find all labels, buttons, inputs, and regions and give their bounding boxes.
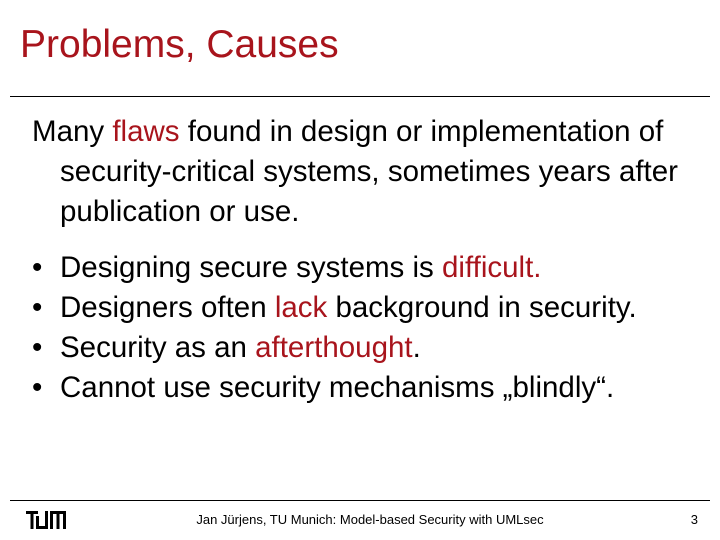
- bullet-text: Cannot use security mechanisms „blindly“.: [60, 371, 615, 404]
- bullet-highlight: difficult.: [442, 251, 542, 284]
- bullet-highlight: afterthought: [255, 331, 413, 364]
- bullet-list: [32, 248, 712, 408]
- bullet-text-end: .: [412, 331, 421, 364]
- bullet-item: [32, 248, 712, 288]
- bullet-text-end: background in security.: [327, 291, 637, 324]
- intro-paragraph: [32, 112, 712, 232]
- page-number: 3: [690, 512, 698, 527]
- title-divider: [10, 96, 710, 97]
- bullet-marker: •: [32, 371, 43, 404]
- bullet-text: Security as an: [60, 331, 256, 364]
- footer-divider: [10, 500, 710, 501]
- bullet-marker: •: [32, 251, 43, 284]
- bullet-highlight: lack: [274, 291, 328, 324]
- slide-title: Problems, Causes: [20, 23, 339, 66]
- bullet-item: [32, 288, 712, 328]
- intro-highlight: flaws: [112, 115, 180, 148]
- tum-logo-icon: [26, 510, 66, 530]
- bullet-marker: •: [32, 331, 43, 364]
- footer-text: Jan Jürjens, TU Munich: Model-based Security with UMLsec: [196, 512, 544, 527]
- slide-body: [32, 112, 712, 408]
- intro-text-start: Many: [32, 115, 113, 148]
- intro-text-end: found in design or implementation of security-critical systems, sometimes years after publication or use.: [60, 115, 678, 228]
- bullet-text: Designers often: [60, 291, 275, 324]
- bullet-marker: •: [32, 291, 43, 324]
- bullet-item: [32, 368, 712, 408]
- bullet-item: [32, 328, 712, 368]
- bullet-text: Designing secure systems is: [60, 251, 443, 284]
